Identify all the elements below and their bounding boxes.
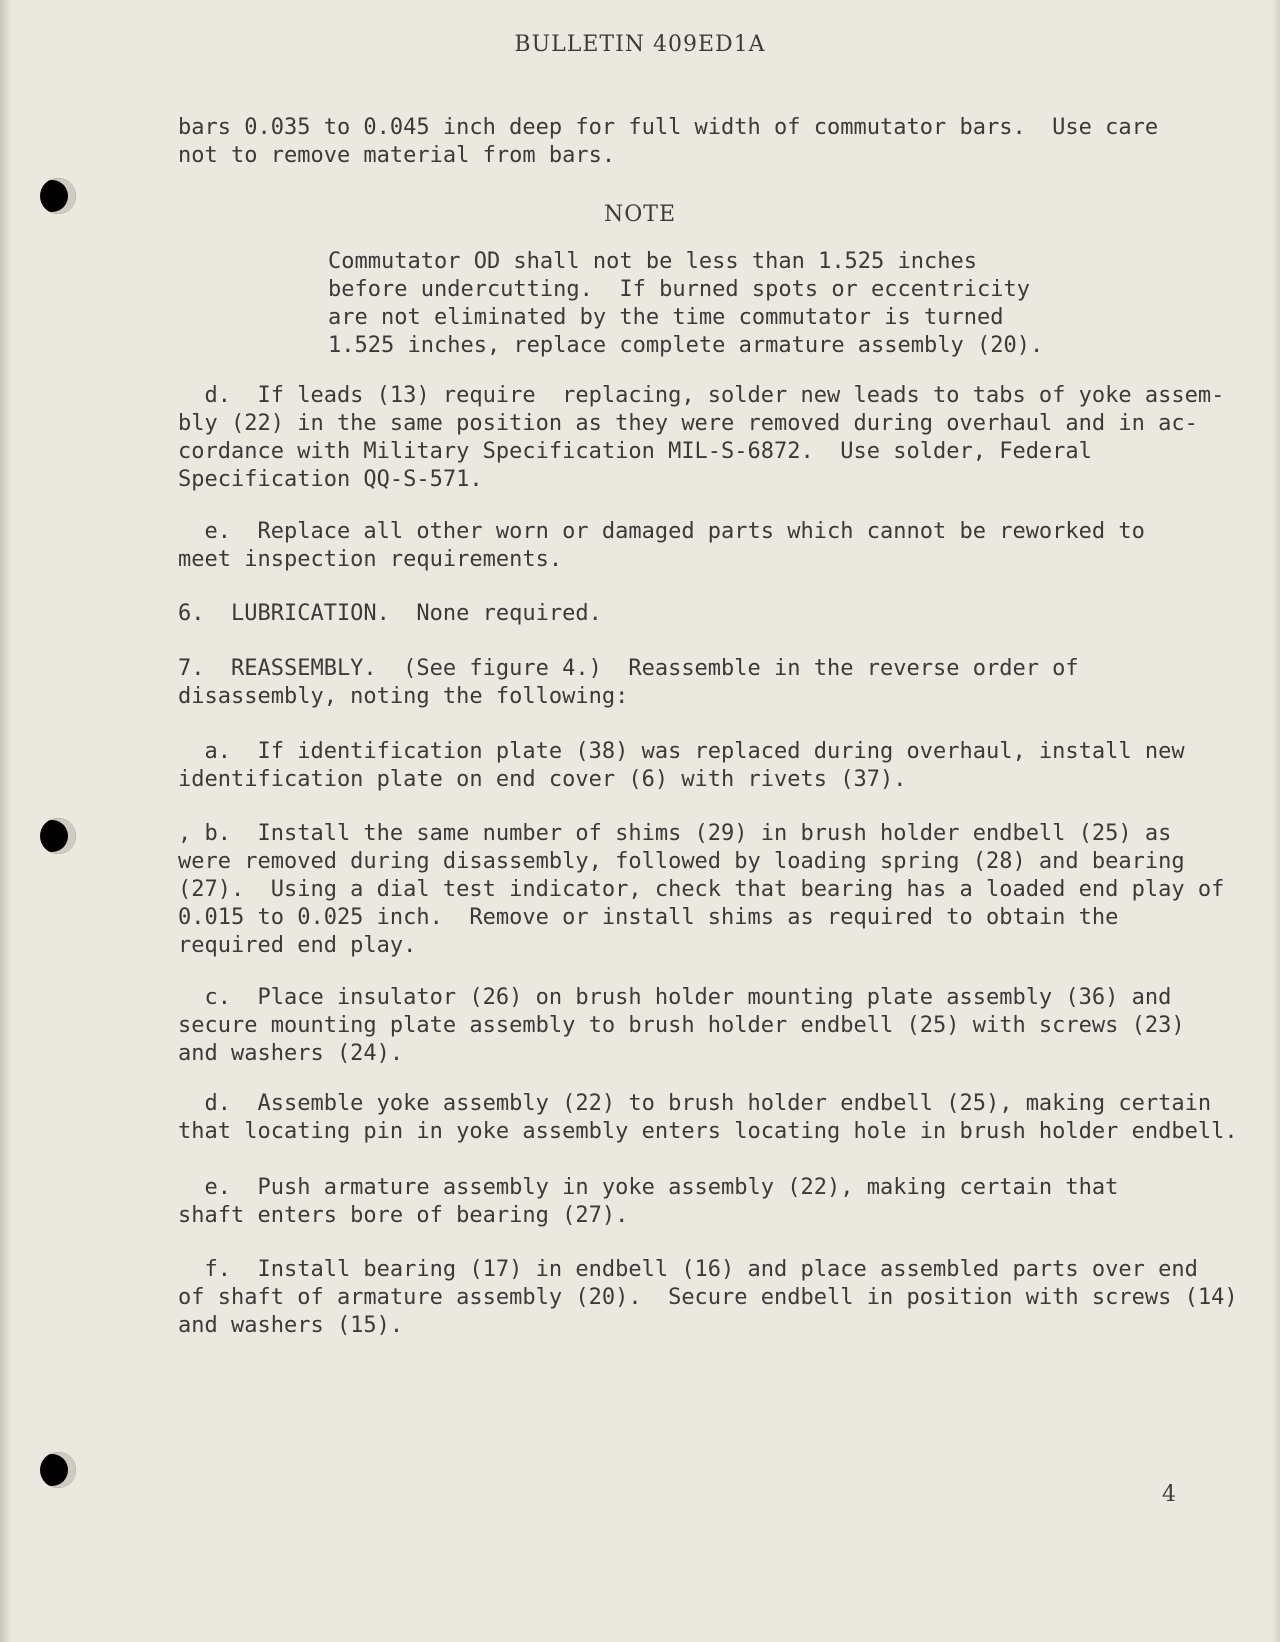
paragraph-7d: d. Assemble yoke assembly (22) to brush holder endbell (25), making certain that locating pin in yoke assembly enters locating hole in brush holder endbell.	[178, 1091, 1238, 1144]
continued-paragraph: bars 0.035 to 0.045 inch deep for full width of commutator bars. Use care not to remove material from bars.	[178, 115, 1159, 168]
section-7-reassembly: 7. REASSEMBLY. (See figure 4.) Reassemble in the reverse order of disassembly, noting the following:	[178, 656, 1079, 709]
note-body: Commutator OD shall not be less than 1.525 inches before undercutting. If burned spots or eccentricity are not eliminated by the time commutator is turned 1.525 inches, replace complete armature assembly (20).	[328, 249, 1044, 358]
paragraph-7a: a. If identification plate (38) was replaced during overhaul, install new identification plate on end cover (6) with rivets (37).	[178, 739, 1185, 792]
bulletin-header: BULLETIN 409ED1A	[514, 32, 766, 57]
paragraph-7c: c. Place insulator (26) on brush holder mounting plate assembly (36) and secure mounting plate assembly to brush holder endbell (25) with screws (23) and washers (24).	[178, 985, 1185, 1066]
paragraph-7b: , b. Install the same number of shims (29) in brush holder endbell (25) as were removed during disassembly, followed by loading spring (28) and bearing (27). Using a dial test indicator, check that bearing has a loaded end play of 0.015 to 0.025 inch. Remove or install shims as required to obtain the required end play.	[178, 821, 1225, 958]
paragraph-5d: d. If leads (13) require replacing, solder new leads to tabs of yoke assem- bly (22) in the same position as they were removed during overhaul and in ac- cordance with Military Specification MIL-S-6872. Use solder, Federal Specification QQ-S-571.	[178, 383, 1225, 492]
paragraph-7e: e. Push armature assembly in yoke assembly (22), making certain that shaft enters bore of bearing (27).	[178, 1175, 1119, 1228]
paragraph-7f: f. Install bearing (17) in endbell (16) and place assembled parts over end of shaft of armature assembly (20). Secure endbell in position with screws (14) and washers (15).	[178, 1257, 1238, 1338]
note-title: NOTE	[603, 202, 677, 227]
section-6-lubrication: 6. LUBRICATION. None required.	[178, 601, 602, 626]
paragraph-5e: e. Replace all other worn or damaged parts which cannot be reworked to meet inspection requirements.	[178, 519, 1145, 572]
binder-hole-icon	[40, 1452, 76, 1488]
page-number: 4	[1162, 1482, 1176, 1507]
page-edge-shadow	[0, 0, 12, 1642]
page-edge-shadow	[1272, 0, 1280, 1642]
binder-hole-icon	[40, 818, 76, 854]
